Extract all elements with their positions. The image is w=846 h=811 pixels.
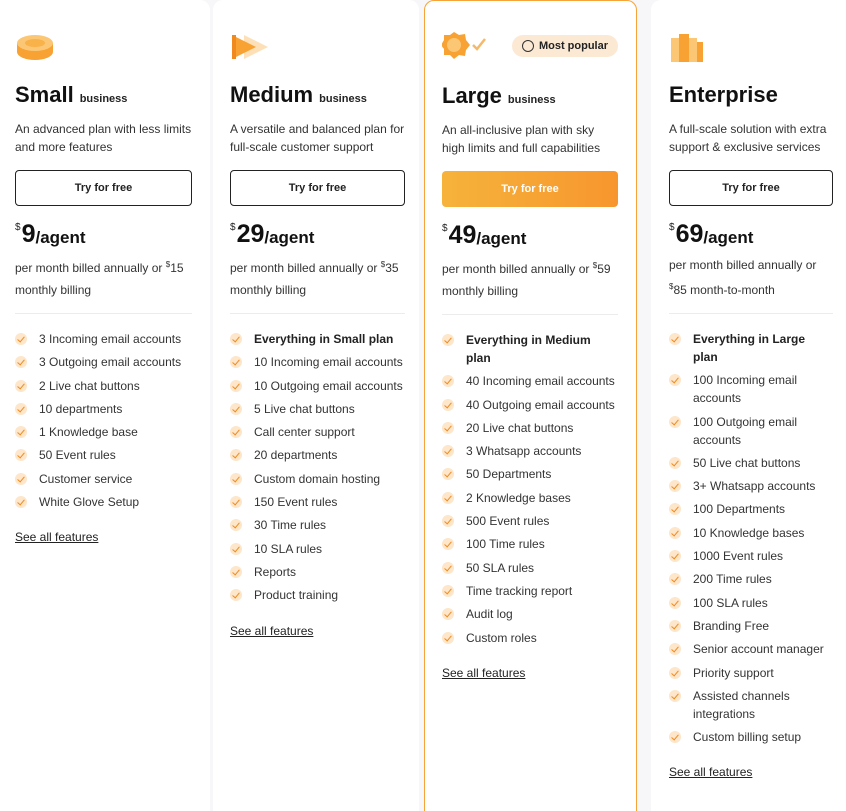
check-icon [669,643,681,655]
billing-note-alt: 85 month-to-month [673,283,775,297]
try-for-free-button[interactable]: Try for free [15,170,192,206]
check-icon [15,426,27,438]
feature-text: 50 Event rules [39,448,116,463]
billing-note [230,254,405,301]
billing-note-alt: 15 monthly billing [15,261,184,297]
feature-text: White Glove Setup [39,495,140,510]
currency-symbol: $ [669,222,675,233]
check-icon [230,380,242,392]
feature-item [442,489,618,507]
check-icon [669,620,681,632]
check-icon [442,399,454,411]
feature-text: 1 Knowledge base [39,425,138,440]
plan-description: A full-scale solution with extra support & exclusive services [669,122,827,154]
feature-item [15,330,192,348]
feature-text: 40 Outgoing email accounts [466,397,615,412]
plan-title [669,82,833,112]
plan-subtitle: business [507,94,556,106]
feature-item [669,728,833,746]
building-icon [669,30,833,64]
billing-note-alt: 59 monthly billing [442,262,611,298]
plan-name: Medium [230,82,314,107]
divider [230,313,405,314]
feature-item [230,353,405,371]
check-icon [15,473,27,485]
feature-item [15,377,192,395]
check-icon [442,468,454,480]
billing-note [669,254,833,301]
feature-text: Time tracking report [466,583,573,598]
try-for-free-button[interactable]: Try for free [669,170,833,206]
feature-text: Branding Free [693,618,770,633]
feature-text: Priority support [693,665,774,680]
check-icon [442,585,454,597]
check-icon [669,416,681,428]
try-for-free-button[interactable]: Try for free [230,170,405,206]
feature-item [15,493,192,511]
price-amount: 69 [675,220,704,248]
feature-text: 30 Time rules [254,518,327,533]
check-icon [230,426,242,438]
feature-list [442,331,618,647]
feature-list [230,330,405,604]
billing-note-currency: $ [165,260,171,269]
feature-text: 10 Outgoing email accounts [254,378,403,393]
divider [669,313,833,314]
check-icon [442,334,454,346]
check-icon [230,449,242,461]
feature-item [669,547,833,565]
plan-price [15,220,192,248]
check-icon [442,445,454,457]
price-amount: 9 [21,220,36,248]
feature-text: 20 Live chat buttons [466,420,574,435]
feature-item [442,559,618,577]
feature-item [442,512,618,530]
feature-item [669,477,833,495]
feature-text: Custom domain hosting [254,471,381,486]
feature-text: 20 departments [254,448,338,463]
feature-text: Audit log [466,607,513,622]
feature-text: 50 SLA rules [466,560,535,575]
see-all-features-link[interactable]: See all features [669,765,753,780]
feature-text: Senior account manager [693,642,824,657]
billing-note-currency: $ [669,282,674,291]
billing-note-text: per month billed annually or [230,261,381,275]
see-all-features-link[interactable]: See all features [230,623,314,638]
feature-item [230,400,405,418]
feature-text: 1000 Event rules [693,549,784,564]
price-unit: /agent [264,228,315,247]
feature-item [669,570,833,588]
plan-card-small [0,0,210,811]
feature-item [15,353,192,371]
price-amount: 49 [448,221,477,249]
divider [442,314,618,315]
feature-text: Everything in Medium plan [466,333,591,365]
plan-name: Enterprise [669,82,778,107]
most-popular-badge [512,35,618,57]
check-icon [230,473,242,485]
feature-item [442,331,618,367]
check-icon [669,374,681,386]
play-arrows-icon [230,30,405,64]
check-icon [15,380,27,392]
price-unit: /agent [703,228,754,247]
feature-item [230,586,405,604]
feature-text: 3 Outgoing email accounts [39,355,182,370]
feature-text: 2 Knowledge bases [466,490,571,505]
feature-item [230,516,405,534]
see-all-features-link[interactable]: See all features [15,530,99,545]
feature-text: Call center support [254,425,355,440]
billing-note [442,255,618,302]
billing-note-text: per month billed annually or [442,262,593,276]
feature-item [230,377,405,395]
feature-text: 40 Incoming email accounts [466,374,615,389]
plan-price [230,220,405,248]
feature-item [669,687,833,723]
check-icon [442,562,454,574]
try-for-free-button[interactable]: Try for free [442,171,618,207]
feature-text: 3 Whatsapp accounts [466,444,582,459]
feature-text: 500 Event rules [466,514,550,529]
check-icon [669,480,681,492]
feature-text: 100 Outgoing email accounts [693,414,798,447]
feature-item [442,535,618,553]
check-icon [442,538,454,550]
feature-item [442,442,618,460]
billing-note [15,254,192,301]
feature-item [442,372,618,390]
check-icon [15,356,27,368]
feature-item [442,419,618,437]
feature-item [669,594,833,612]
check-icon [15,333,27,345]
check-icon [669,333,681,345]
feature-text: 150 Event rules [254,495,338,510]
feature-text: 100 Time rules [466,537,545,552]
feature-text: 10 Incoming email accounts [254,355,403,370]
plan-card-enterprise [651,0,846,811]
feature-text: 3 Incoming email accounts [39,332,182,346]
check-icon [15,449,27,461]
feature-item [669,500,833,518]
check-icon [442,422,454,434]
plan-name: Small [15,82,74,107]
plan-title [230,82,405,112]
check-icon [442,515,454,527]
plan-header-row [442,31,618,65]
plan-description: An all-inclusive plan with sky high limits and full capabilities [442,123,601,155]
feature-item [669,413,833,449]
feature-item [442,396,618,414]
plan-subtitle: business [79,93,128,105]
feature-text: 200 Time rules [693,572,772,587]
price-amount: 29 [236,220,265,248]
feature-list [15,330,192,511]
plan-name: Large [442,83,502,108]
check-icon [15,403,27,415]
check-icon [669,667,681,679]
feature-item [669,330,833,366]
feature-item [15,423,192,441]
feature-item [669,454,833,472]
check-icon [669,573,681,585]
smile-icon [522,40,534,52]
coin-stack-icon [15,30,192,64]
feature-item [230,563,405,581]
feature-text: 10 Knowledge bases [693,525,805,540]
check-icon [230,496,242,508]
currency-symbol: $ [442,223,448,234]
feature-text: 3+ Whatsapp accounts [693,479,816,494]
plan-price [442,221,618,249]
feature-text: 50 Live chat buttons [693,455,801,470]
feature-item [15,470,192,488]
check-icon [669,457,681,469]
check-icon [230,403,242,415]
plan-description: A versatile and balanced plan for full-scale customer support [230,122,405,154]
check-icon [442,492,454,504]
check-icon [230,589,242,601]
check-icon [230,519,242,531]
feature-text: Customer service [39,471,133,486]
check-icon [669,731,681,743]
price-unit: /agent [476,229,527,248]
feature-text: Custom billing setup [693,730,802,745]
check-icon [230,356,242,368]
check-icon [669,550,681,562]
feature-text: 10 SLA rules [254,541,323,556]
plan-subtitle: business [319,93,367,105]
feature-text: Product training [254,588,339,603]
feature-item [230,330,405,348]
check-icon [669,597,681,609]
feature-item [15,446,192,464]
check-icon [669,690,681,702]
feature-item [442,582,618,600]
check-icon [669,527,681,539]
feature-item [442,605,618,623]
check-icon [230,543,242,555]
check-icon [442,632,454,644]
billing-note-text: per month billed annually or [669,258,817,272]
divider [15,313,192,314]
currency-symbol: $ [230,222,236,233]
feature-item [230,470,405,488]
feature-item [669,524,833,542]
feature-text: Everything in Large plan [693,332,806,364]
feature-item [442,465,618,483]
feature-item [15,400,192,418]
billing-note-alt: 35 monthly billing [230,261,399,297]
feature-item [442,629,618,647]
plan-card-large [424,0,637,811]
feature-text: 2 Live chat buttons [39,378,140,393]
feature-list [669,330,833,746]
feature-item [230,423,405,441]
price-unit: /agent [35,228,86,247]
feature-text: 100 Incoming email accounts [693,373,798,406]
see-all-features-link[interactable]: See all features [442,665,526,680]
plan-description: An advanced plan with less limits and more features [15,122,192,154]
feature-item [669,371,833,407]
seal-check-icon [442,31,488,66]
plan-title [15,82,192,112]
billing-note-currency: $ [380,260,386,269]
billing-note-currency: $ [592,261,598,270]
billing-note-text: per month billed annually or [15,261,166,275]
feature-text: Custom roles [466,630,537,645]
feature-item [230,493,405,511]
feature-text: 50 Departments [466,467,552,482]
check-icon [442,375,454,387]
check-icon [669,503,681,515]
feature-item [669,640,833,658]
feature-text: 5 Live chat buttons [254,401,355,416]
check-icon [230,333,242,345]
check-icon [442,608,454,620]
feature-text: 100 SLA rules [693,595,768,610]
badge-label: Most popular [538,40,608,52]
feature-text: 100 Departments [693,502,786,517]
check-icon [15,496,27,508]
plan-price [669,220,833,248]
plan-card-medium [213,0,419,811]
feature-item [669,664,833,682]
feature-text: Everything in Small plan [254,332,394,346]
feature-text: Assisted channels integrations [693,688,790,721]
currency-symbol: $ [15,222,21,233]
plan-title [442,83,618,113]
feature-item [230,540,405,558]
feature-text: 10 departments [39,401,123,416]
feature-text: Reports [254,564,297,579]
feature-item [230,446,405,464]
feature-item [669,617,833,635]
check-icon [230,566,242,578]
